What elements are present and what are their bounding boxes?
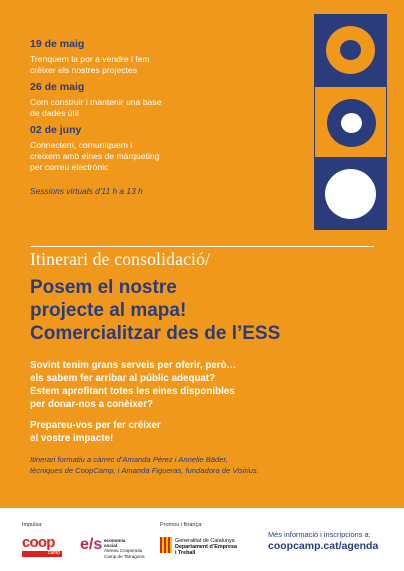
senyera-icon — [160, 537, 172, 553]
coopcamp-logo — [22, 534, 64, 558]
es-mark: e/s — [80, 536, 103, 553]
coopcamp-logo-sub: camp — [47, 550, 60, 556]
intro-line-3: Estem aprofitant totes les eines disponibles — [30, 386, 235, 397]
credit-line-1: Itinerari formatiu a càrrec d’Amanda Pérez i Annelie Bäder, — [30, 455, 228, 464]
intro-line-1: Sovint tenim grans serveis per oferir, però… — [30, 360, 237, 371]
topic-3-line-3: per correu electrònic — [30, 162, 109, 172]
credit-line-2: tècniques de CoopCamp, i Amanda Figueras, fundadora de Visirius. — [30, 466, 259, 475]
sessions-time: Sessions virtuals d'11 h a 13 h — [30, 186, 143, 196]
intro-line-2: els sabem fer arribar al públic adequat? — [30, 373, 216, 384]
topic-3-line-1: Connectem, comuniquem i — [30, 140, 133, 150]
topic-1-line-1: Trenquem la por a vendre i fem — [30, 54, 150, 64]
date-3: 02 de juny — [30, 124, 82, 136]
call-line-1: Prepareu-vos per fer créixer — [30, 420, 161, 431]
ring-hole — [340, 40, 361, 60]
topic-2-line-1: Com construir i mantenir una base — [30, 97, 162, 107]
date-1: 19 de maig — [30, 38, 85, 50]
es-text-2: social — [104, 543, 118, 549]
topic-1-line-2: créixer els nostres projectes — [30, 65, 137, 75]
circle-block-2 — [314, 86, 387, 158]
topic-1 — [30, 54, 280, 76]
economia-social-logo — [80, 536, 160, 558]
es-text-4: Camp de Tarragona — [104, 553, 145, 559]
topic-3-line-2: creixem amb eines de màrqueting — [30, 151, 160, 161]
divider — [30, 246, 374, 247]
circle-block-3 — [314, 158, 387, 230]
ring-hole — [341, 113, 362, 133]
generalitat-logo — [160, 537, 270, 557]
es-text-3: Ateneu Cooperatiu — [104, 548, 143, 554]
headline-line-3: Comercialitzar des de l’ESS — [30, 323, 281, 344]
call-line-2: el vostre impacte! — [30, 433, 114, 444]
decorative-circles — [314, 14, 387, 230]
coopcamp-logo-text: coop — [22, 534, 55, 551]
topic-2 — [30, 97, 280, 119]
headline-line-1: Posem el nostre — [30, 277, 177, 298]
es-text — [104, 538, 145, 559]
circle-block-1 — [314, 14, 387, 86]
intro-line-4: per donar-nos a conèixer? — [30, 399, 154, 410]
itinerari-title: Itinerari de consolidació/ — [30, 249, 211, 269]
gen-text — [175, 538, 237, 556]
impulsa-label: Impulsa: — [22, 522, 43, 528]
gen-text-3: i Treball — [175, 550, 196, 556]
headline-line-2: projecte al mapa! — [30, 300, 187, 321]
es-text-1: economia — [104, 538, 126, 543]
circle-icon — [325, 169, 376, 219]
coopcamp-logo-bar — [22, 551, 62, 557]
topic-3 — [30, 140, 280, 173]
agenda-link[interactable]: coopcamp.cat/agenda — [268, 540, 379, 552]
promou-label: Promou i finança: — [160, 522, 203, 528]
topic-2-line-2: de dades útil — [30, 108, 79, 118]
more-info-label: Més informació i inscripcions a: — [268, 530, 371, 539]
gen-text-1: Generalitat de Catalunya — [175, 538, 235, 544]
date-2: 26 de maig — [30, 81, 85, 93]
gen-text-2: Departament d’Empresa — [175, 544, 238, 550]
